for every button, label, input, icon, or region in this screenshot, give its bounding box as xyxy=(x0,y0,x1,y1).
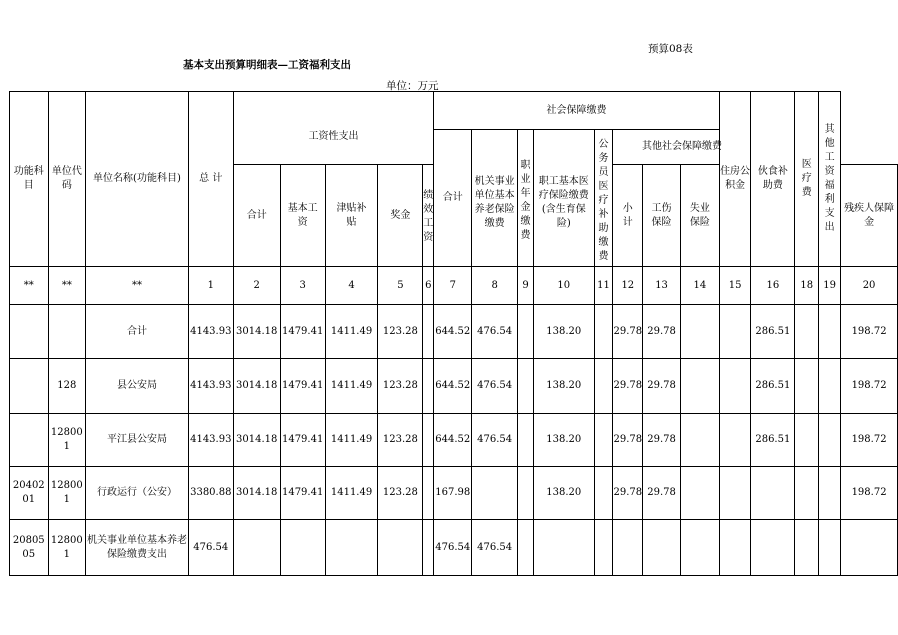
index-cell: 9 xyxy=(518,267,534,305)
cell-value: 286.51 xyxy=(751,359,795,414)
cell-value: 29.78 xyxy=(643,414,681,467)
cell-value: 29.78 xyxy=(643,467,681,520)
cell-value xyxy=(518,305,534,359)
cell-unit-name: 县公安局 xyxy=(86,359,189,414)
cell-value: 1411.49 xyxy=(325,359,378,414)
cell-value: 29.78 xyxy=(643,305,681,359)
cell-value: 198.72 xyxy=(841,305,898,359)
cell-value xyxy=(795,414,819,467)
cell-unit-code xyxy=(48,305,86,359)
table-row xyxy=(10,305,898,359)
col-unit-name: 单位名称(功能科目) xyxy=(86,92,189,267)
col-wage-subtotal: 合计 xyxy=(233,165,280,267)
index-cell: 2 xyxy=(233,267,280,305)
cell-value: 476.54 xyxy=(472,359,518,414)
index-cell: 7 xyxy=(434,267,472,305)
cell-value xyxy=(423,414,434,467)
cell-value xyxy=(423,520,434,576)
index-cell: 8 xyxy=(472,267,518,305)
cell-func-subject xyxy=(10,414,49,467)
cell-value xyxy=(819,414,841,467)
index-cell: 10 xyxy=(533,267,594,305)
cell-value xyxy=(795,359,819,414)
index-cell: 14 xyxy=(680,267,719,305)
cell-unit-name: 机关事业单位基本养老保险缴费支出 xyxy=(86,520,189,576)
cell-value: 286.51 xyxy=(751,305,795,359)
cell-value: 198.72 xyxy=(841,414,898,467)
col-annuity: 职业年金缴费 xyxy=(518,130,534,267)
cell-value: 3380.88 xyxy=(188,467,233,520)
cell-unit-code: 128001 xyxy=(48,414,86,467)
cell-value xyxy=(719,467,751,520)
index-cell: 4 xyxy=(325,267,378,305)
cell-value: 4143.93 xyxy=(188,359,233,414)
cell-value: 644.52 xyxy=(434,414,472,467)
cell-value xyxy=(680,467,719,520)
col-bonus: 奖金 xyxy=(378,165,423,267)
index-cell: 13 xyxy=(643,267,681,305)
cell-value: 1479.41 xyxy=(280,305,325,359)
cell-value xyxy=(719,520,751,576)
col-employee-medical: 职工基本医疗保险缴费(含生育保险) xyxy=(533,130,594,267)
col-medical: 医疗费 xyxy=(795,92,819,267)
index-cell: ** xyxy=(10,267,49,305)
cell-unit-code: 128001 xyxy=(48,520,86,576)
cell-value xyxy=(518,359,534,414)
cell-value: 286.51 xyxy=(751,414,795,467)
cell-value xyxy=(233,520,280,576)
cell-value xyxy=(795,467,819,520)
cell-value xyxy=(594,467,613,520)
cell-func-subject: 2080505 xyxy=(10,520,49,576)
unit-label: 单位：万元 xyxy=(386,80,439,92)
cell-value: 138.20 xyxy=(533,467,594,520)
col-total: 总 计 xyxy=(188,92,233,267)
cell-value: 4143.93 xyxy=(188,305,233,359)
index-cell: 15 xyxy=(719,267,751,305)
page-title: 基本支出预算明细表—工资福利支出 xyxy=(183,59,351,71)
group-social-security: 社会保障缴费 xyxy=(434,92,719,130)
index-cell: 5 xyxy=(378,267,423,305)
index-cell: 18 xyxy=(795,267,819,305)
cell-value xyxy=(594,359,613,414)
col-basic-wage: 基本工资 xyxy=(280,165,325,267)
index-cell: ** xyxy=(48,267,86,305)
cell-value xyxy=(423,467,434,520)
cell-value xyxy=(680,414,719,467)
cell-value: 3014.18 xyxy=(233,467,280,520)
col-unit-code: 单位代码 xyxy=(48,92,86,267)
cell-value: 123.28 xyxy=(378,359,423,414)
cell-value xyxy=(719,414,751,467)
cell-unit-code: 128 xyxy=(48,359,86,414)
cell-value: 476.54 xyxy=(434,520,472,576)
table-row xyxy=(10,467,898,520)
index-cell: 3 xyxy=(280,267,325,305)
cell-value: 644.52 xyxy=(434,305,472,359)
cell-value: 29.78 xyxy=(643,359,681,414)
col-injury: 工伤保险 xyxy=(643,165,681,267)
cell-value xyxy=(423,359,434,414)
cell-value xyxy=(719,305,751,359)
group-other-ss: 其他社会保障缴费 xyxy=(613,130,751,165)
col-performance-pay: 绩效工资 xyxy=(423,165,434,267)
cell-value: 476.54 xyxy=(472,305,518,359)
cell-value xyxy=(680,359,719,414)
index-cell: 11 xyxy=(594,267,613,305)
cell-value: 138.20 xyxy=(533,359,594,414)
cell-value: 1411.49 xyxy=(325,305,378,359)
cell-value xyxy=(378,520,423,576)
cell-value: 476.54 xyxy=(188,520,233,576)
cell-value: 29.78 xyxy=(613,305,643,359)
col-other-subtotal: 小计 xyxy=(613,165,643,267)
cell-value: 29.78 xyxy=(613,414,643,467)
index-row xyxy=(10,267,898,305)
index-cell: 1 xyxy=(188,267,233,305)
col-disability-fund: 残疾人保障金 xyxy=(841,165,898,267)
cell-value: 198.72 xyxy=(841,359,898,414)
budget-table xyxy=(9,91,898,576)
col-civil-servant-medical: 公务员医疗补助缴费 xyxy=(594,130,613,267)
col-other-welfare: 其他工资福利支出 xyxy=(819,92,841,267)
cell-value xyxy=(613,520,643,576)
index-cell: ** xyxy=(86,267,189,305)
table-row xyxy=(10,520,898,576)
cell-value xyxy=(643,520,681,576)
col-pension: 机关事业单位基本养老保险缴费 xyxy=(472,130,518,267)
cell-value: 167.98 xyxy=(434,467,472,520)
index-cell: 19 xyxy=(819,267,841,305)
cell-value xyxy=(533,520,594,576)
cell-value: 123.28 xyxy=(378,467,423,520)
table-row xyxy=(10,359,898,414)
cell-value xyxy=(819,359,841,414)
cell-func-subject: 2040201 xyxy=(10,467,49,520)
cell-value xyxy=(518,520,534,576)
cell-value xyxy=(795,305,819,359)
col-func-subject: 功能科目 xyxy=(10,92,49,267)
cell-value xyxy=(280,520,325,576)
index-cell: 20 xyxy=(841,267,898,305)
group-wage: 工资性支出 xyxy=(233,92,434,165)
index-cell: 6 xyxy=(423,267,434,305)
cell-value xyxy=(841,520,898,576)
form-code: 预算08表 xyxy=(648,43,693,55)
cell-value xyxy=(819,467,841,520)
cell-value: 476.54 xyxy=(472,520,518,576)
cell-value: 3014.18 xyxy=(233,414,280,467)
cell-unit-name: 行政运行（公安） xyxy=(86,467,189,520)
cell-value xyxy=(680,520,719,576)
cell-value: 1411.49 xyxy=(325,467,378,520)
cell-value xyxy=(819,305,841,359)
cell-value: 476.54 xyxy=(472,414,518,467)
cell-value: 1479.41 xyxy=(280,467,325,520)
cell-value xyxy=(751,520,795,576)
cell-value: 198.72 xyxy=(841,467,898,520)
col-unemployment: 失业保险 xyxy=(680,165,719,267)
col-meal-subsidy: 伙食补助费 xyxy=(751,92,795,267)
cell-value xyxy=(472,467,518,520)
cell-value: 138.20 xyxy=(533,305,594,359)
cell-value: 1479.41 xyxy=(280,414,325,467)
cell-value xyxy=(795,520,819,576)
col-allowance: 津贴补贴 xyxy=(325,165,378,267)
cell-value: 29.78 xyxy=(613,359,643,414)
table-row xyxy=(10,414,898,467)
cell-func-subject xyxy=(10,305,49,359)
col-housing-fund: 住房公积金 xyxy=(719,92,751,267)
index-cell: 16 xyxy=(751,267,795,305)
cell-value: 644.52 xyxy=(434,359,472,414)
cell-value xyxy=(518,467,534,520)
cell-value: 123.28 xyxy=(378,414,423,467)
cell-value xyxy=(680,305,719,359)
index-cell: 12 xyxy=(613,267,643,305)
cell-value: 1479.41 xyxy=(280,359,325,414)
cell-value xyxy=(751,467,795,520)
cell-value xyxy=(594,520,613,576)
col-ss-subtotal: 合计 xyxy=(434,130,472,267)
cell-value xyxy=(719,359,751,414)
cell-value xyxy=(594,305,613,359)
cell-value xyxy=(325,520,378,576)
cell-value: 4143.93 xyxy=(188,414,233,467)
cell-value: 138.20 xyxy=(533,414,594,467)
cell-unit-code: 128001 xyxy=(48,467,86,520)
header-row-1 xyxy=(10,92,898,130)
cell-value xyxy=(594,414,613,467)
cell-func-subject xyxy=(10,359,49,414)
cell-value xyxy=(423,305,434,359)
cell-value: 123.28 xyxy=(378,305,423,359)
cell-value: 3014.18 xyxy=(233,359,280,414)
cell-value: 1411.49 xyxy=(325,414,378,467)
cell-value xyxy=(819,520,841,576)
cell-value: 3014.18 xyxy=(233,305,280,359)
cell-unit-name: 平江县公安局 xyxy=(86,414,189,467)
cell-value xyxy=(518,414,534,467)
cell-value: 29.78 xyxy=(613,467,643,520)
cell-unit-name: 合计 xyxy=(86,305,189,359)
